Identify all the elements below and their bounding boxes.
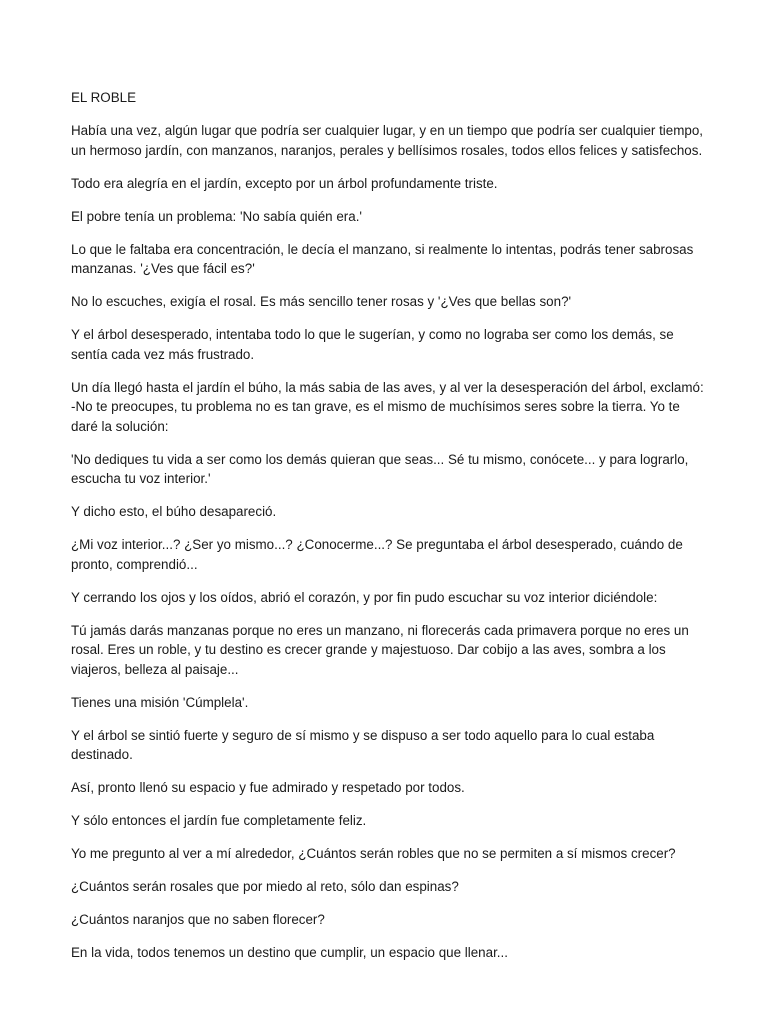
paragraph-9: Y dicho esto, el búho desapareció. [71,504,277,519]
paragraph-4: Lo que le faltaba era concentración, le decía el manzano, si realmente lo intentas, podrás tener sabrosas manzanas. '¿Ves que fácil es?' [71,241,694,276]
paragraph-19: ¿Cuántos naranjos que no saben florecer? [71,912,325,927]
paragraph-16: Y sólo entonces el jardín fue completamente feliz. [71,813,367,828]
paragraph-12: Tú jamás darás manzanas porque no eres un manzano, ni florecerás cada primavera porque no eres un rosal. Eres un roble, y tu destino es crecer grande y majestuoso. Dar cobijo a las aves, sombra a los viajeros, belleza al paisaje... [71,622,689,677]
paragraph-14: Y el árbol se sintió fuerte y seguro de sí mismo y se dispuso a ser todo aquello para lo cual estaba destinado. [71,727,655,762]
paragraph-10: ¿Mi voz interior...? ¿Ser yo mismo...? ¿Conocerme...? Se preguntaba el árbol desesperado, cuándo de pronto, comprendió... [71,537,683,572]
paragraph-13: Tienes una misión 'Cúmplela'. [71,694,249,710]
paragraph-11: Y cerrando los ojos y los oídos, abrió el corazón, y por fin pudo escuchar su voz interior diciéndole: [71,589,658,605]
paragraph-2: Todo era alegría en el jardín, excepto por un árbol profundamente triste. [71,175,498,191]
paragraph-3: El pobre tenía un problema: 'No sabía quién era.' [71,208,362,224]
paragraph-1: Había una vez, algún lugar que podría ser cualquier lugar, y en un tiempo que podría ser cualquier tiempo, un hermoso jardín, con manzanos, naranjos, perales y bellísimos rosales, todos ellos felices y satisfechos. [71,123,703,158]
paragraph-17: Yo me pregunto al ver a mí alrededor, ¿Cuántos serán robles que no se permiten a sí mismos crecer? [71,846,676,861]
paragraph-6: Y el árbol desesperado, intentaba todo lo que le sugerían, y como no lograba ser como los demás, se sentía cada vez más frustrado. [71,327,674,362]
paragraph-20: En la vida, todos tenemos un destino que cumplir, un espacio que llenar... [71,945,508,960]
paragraph-7: Un día llegó hasta el jardín el búho, la más sabia de las aves, y al ver la desesperación del árbol, exclamó: -No te preocupes, tu problema no es tan grave, es el mismo de muchísimos seres sobre la tierra. Yo te daré la solución: [71,379,704,434]
paragraph-5: No lo escuches, exigía el rosal. Es más sencillo tener rosas y '¿Ves que bellas son?' [71,294,572,309]
paragraph-18: ¿Cuántos serán rosales que por miedo al reto, sólo dan espinas? [71,879,459,894]
paragraph-15: Así, pronto llenó su espacio y fue admirado y respetado por todos. [71,780,465,795]
paragraph-8: 'No dediques tu vida a ser como los demás quieran que seas... Sé tu mismo, conócete... y para lograrlo, escucha tu voz interior.' [71,451,689,486]
document-title: EL ROBLE [71,90,136,105]
